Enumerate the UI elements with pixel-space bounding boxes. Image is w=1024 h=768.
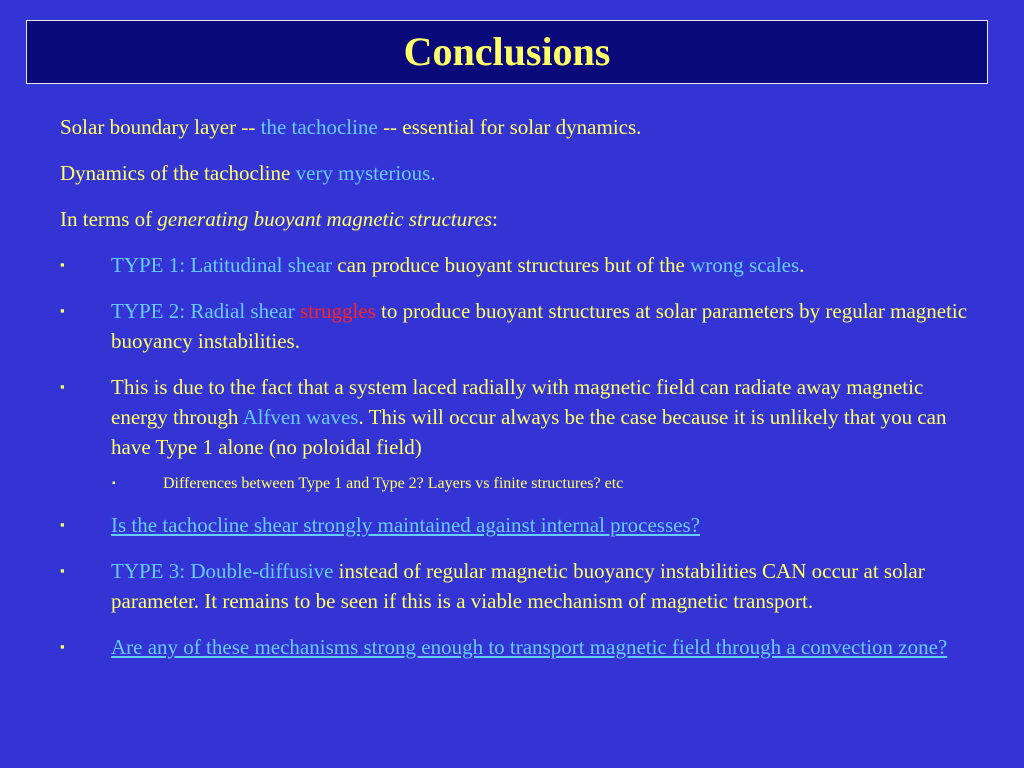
title-box <box>26 20 988 84</box>
text: . This will occur always be the case because it is unlikely that you can have Type 1 alone (no poloidal field) <box>111 405 947 459</box>
bullet-square-icon: ▪ <box>60 379 65 394</box>
highlight-text: TYPE 3: Double-diffusive <box>111 559 334 583</box>
text: This is due to the fact that a system laced radially with magnetic field can radiate away magnetic energy through <box>111 375 924 429</box>
text: Dynamics of the tachocline <box>60 161 296 185</box>
text: can produce buoyant structures but of the <box>332 253 691 277</box>
bullet-square-icon: ▪ <box>60 257 65 272</box>
highlight-text: Alfven waves <box>242 405 359 429</box>
highlight-text: wrong scales <box>690 253 800 277</box>
bullet-square-icon: ▪ <box>60 517 65 532</box>
paragraph-dynamics <box>60 158 980 188</box>
slide-title: Conclusions <box>403 29 611 74</box>
paragraph-in-terms-of <box>60 204 980 234</box>
text: -- essential for solar dynamics. <box>377 115 642 139</box>
text: . <box>799 253 805 277</box>
bullet-type-2 <box>60 296 980 356</box>
text: In terms of <box>60 207 158 231</box>
bullet-square-icon: ▪ <box>60 563 65 578</box>
bullet-square-icon: ▪ <box>112 478 116 489</box>
bullet-square-icon: ▪ <box>60 303 65 318</box>
bullet-type-3 <box>60 556 980 616</box>
slide-content <box>60 112 980 678</box>
text: instead of regular magnetic buoyancy instabilities CAN occur at solar parameter. It remains to be seen if this is a viable mechanism of magnetic transport. <box>111 559 925 613</box>
bullet-type-1 <box>60 250 980 280</box>
bullet-mechanisms-question <box>60 632 980 662</box>
bullet-shear-question <box>60 510 980 540</box>
text: Solar boundary layer -- <box>60 115 261 139</box>
link-tachocline-shear[interactable]: Is the tachocline shear strongly maintained against internal processes? <box>111 513 700 537</box>
text: Differences between Type 1 and Type 2? Layers vs finite structures? etc <box>163 475 624 492</box>
text: : <box>492 207 498 231</box>
highlight-text: TYPE 2: Radial shear <box>111 299 300 323</box>
paragraph-boundary-layer <box>60 112 980 142</box>
bullet-alfven <box>60 372 980 462</box>
highlight-text: the tachocline <box>260 115 378 139</box>
highlight-text: very mysterious. <box>295 161 436 185</box>
bullet-square-icon: ▪ <box>60 639 65 654</box>
text: to produce buoyant structures at solar parameters by regular magnetic buoyancy instabilities. <box>111 299 968 353</box>
sub-bullet-differences <box>60 472 980 496</box>
alert-text: struggles <box>299 299 376 323</box>
highlight-text: TYPE 1: Latitudinal shear <box>111 253 333 277</box>
italic-text: generating buoyant magnetic structures <box>157 207 492 231</box>
link-mechanisms[interactable]: Are any of these mechanisms strong enough to transport magnetic field through a convection zone? <box>111 635 948 659</box>
